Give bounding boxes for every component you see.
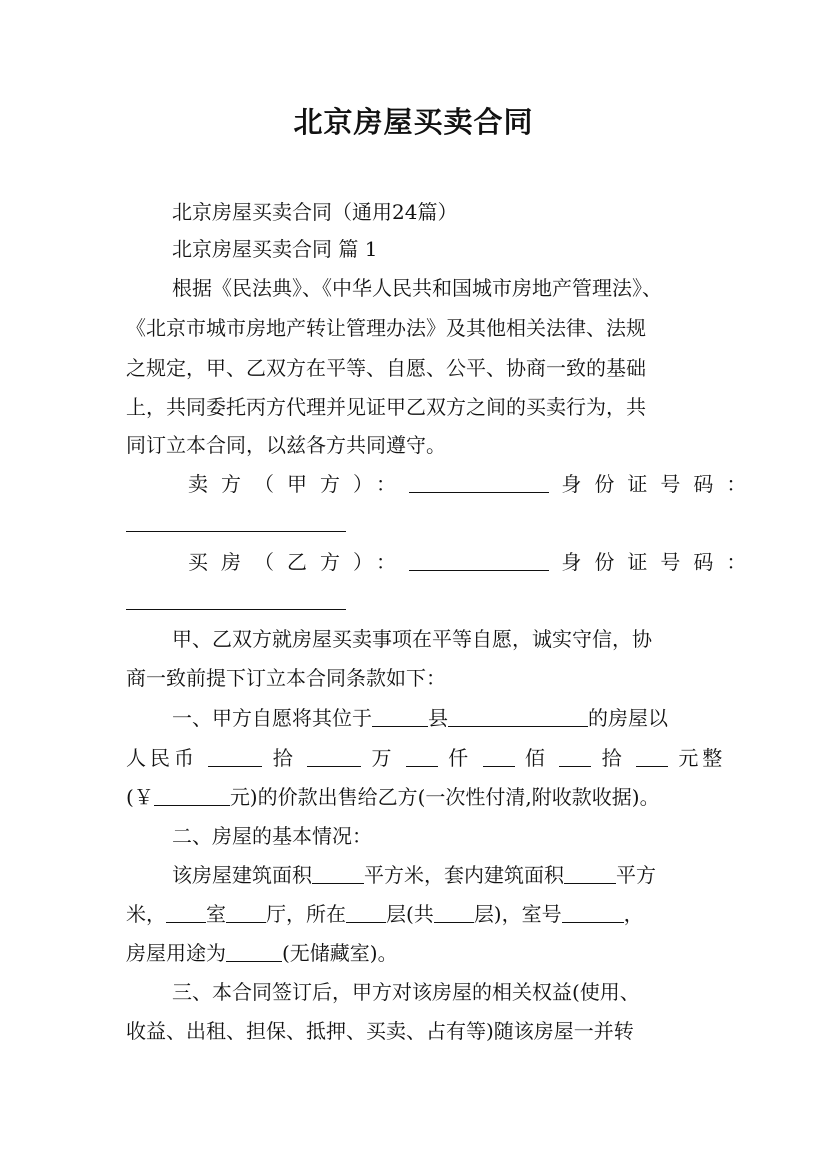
- area-blank[interactable]: [312, 859, 364, 884]
- room-number-blank[interactable]: [562, 898, 624, 923]
- unit-shi: 拾: [601, 746, 626, 770]
- buyer-label: 买房（乙方）：: [188, 550, 409, 574]
- para1-line: 上，共同委托丙方代理并见证甲乙双方之间的买卖行为，共: [126, 395, 646, 419]
- subtitle: 北京房屋买卖合同（通用24篇）: [172, 200, 458, 224]
- clause2-line3: [126, 935, 706, 971]
- county-blank[interactable]: [372, 702, 428, 727]
- clause1-line3: [126, 779, 706, 815]
- clause3-line: 收益、出租、担保、抵押、买卖、占有等)随该房屋一并转: [126, 1019, 634, 1043]
- yen-amount-blank[interactable]: [154, 781, 230, 806]
- buyer-id-blank[interactable]: [126, 585, 346, 610]
- amount-blank[interactable]: [636, 742, 668, 767]
- clause1-line2: [126, 740, 727, 776]
- para1-line: 之规定，甲、乙双方在平等、自愿、公平、协商一致的基础: [126, 356, 646, 380]
- para1-line: 同订立本合同，以兹各方共同遵守。: [126, 433, 446, 457]
- clause2-text: 平方: [616, 863, 656, 887]
- unit-qian: 仟: [448, 746, 473, 770]
- inner-area-blank[interactable]: [564, 859, 616, 884]
- clause2-text: 平方米，套内建筑面积: [364, 863, 564, 887]
- clause2-text: 厅，所在: [266, 902, 346, 926]
- county-label: 县: [428, 706, 448, 730]
- buyer-name-blank[interactable]: [409, 546, 549, 571]
- house-label: 的房屋以: [588, 706, 668, 730]
- buyer-row: [188, 544, 768, 580]
- para1-line: 《北京市城市房地产转让管理办法》及其他相关法律、法规: [126, 316, 646, 340]
- section-heading: 北京房屋买卖合同 篇 1: [172, 237, 378, 261]
- seller-name-blank[interactable]: [409, 468, 549, 493]
- clause2-text: 该房屋建筑面积: [172, 863, 312, 887]
- clause3-line: 三、本合同签订后，甲方对该房屋的相关权益(使用、: [172, 980, 640, 1004]
- seller-id-row: [126, 505, 706, 541]
- seller-id-label: 身份证号码：: [561, 472, 760, 496]
- para2-line: 商一致前提下订立本合同条款如下：: [126, 666, 446, 690]
- clause2-text: 层(共: [386, 902, 434, 926]
- currency-label: 人民币: [126, 746, 198, 770]
- clause2-text: 层)，室号: [473, 902, 562, 926]
- rooms-blank[interactable]: [166, 898, 206, 923]
- unit-bai: 佰: [524, 746, 549, 770]
- unit-yuan: 元整: [678, 746, 727, 770]
- seller-row: [188, 466, 768, 502]
- clause2-text: 米，: [126, 902, 166, 926]
- clause2-text: ，: [623, 902, 644, 926]
- usage-blank[interactable]: [226, 937, 282, 962]
- unit-wan: 万: [371, 746, 396, 770]
- yen-open: (￥: [126, 785, 154, 809]
- amount-blank[interactable]: [307, 742, 361, 767]
- clause2-line2: [126, 896, 706, 932]
- floor-blank[interactable]: [346, 898, 386, 923]
- amount-blank[interactable]: [483, 742, 515, 767]
- clause2-line1: [172, 857, 752, 893]
- para1-line: 根据《民法典》、《中华人民共和国城市房地产管理法》、: [172, 276, 662, 300]
- amount-blank[interactable]: [406, 742, 438, 767]
- clause1-line1: [172, 700, 752, 736]
- clause2-heading: 二、房屋的基本情况：: [172, 824, 372, 848]
- buyer-id-row: [126, 583, 706, 619]
- buyer-id-label: 身份证号码：: [561, 550, 760, 574]
- clause2-text: (无储藏室)。: [282, 941, 398, 965]
- address-blank[interactable]: [448, 702, 588, 727]
- amount-blank[interactable]: [559, 742, 591, 767]
- clause2-text: 房屋用途为: [126, 941, 226, 965]
- total-floors-blank[interactable]: [434, 898, 474, 923]
- clause1-prefix: 一、甲方自愿将其位于: [172, 706, 372, 730]
- seller-id-blank[interactable]: [126, 507, 346, 532]
- para2-line: 甲、乙双方就房屋买卖事项在平等自愿，诚实守信，协: [172, 627, 652, 651]
- document-title: 北京房屋买卖合同: [293, 105, 534, 139]
- clause1-rest: 元)的价款出售给乙方(一次性付清,附收款收据)。: [229, 785, 660, 809]
- halls-blank[interactable]: [226, 898, 266, 923]
- clause2-text: 室: [206, 902, 226, 926]
- unit-shi-wan: 拾: [272, 746, 297, 770]
- seller-label: 卖方（甲方）：: [188, 472, 409, 496]
- amount-blank[interactable]: [208, 742, 262, 767]
